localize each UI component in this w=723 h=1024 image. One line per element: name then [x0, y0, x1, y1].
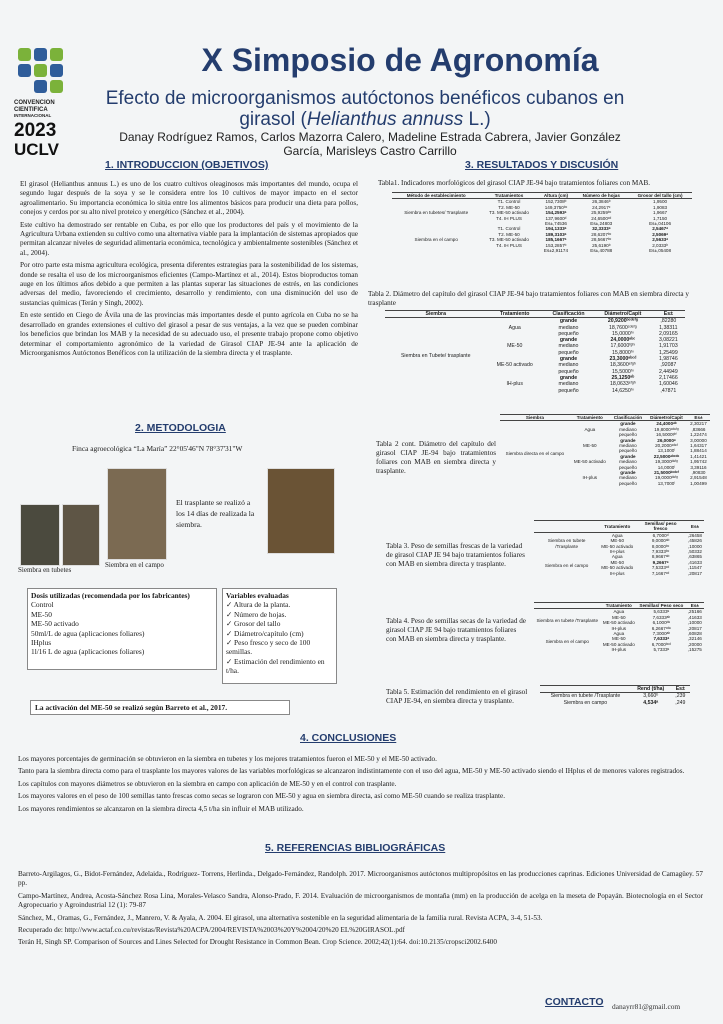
table-cell: 19,0000ᵈᵉᶠᵍ — [655, 475, 678, 481]
column-header: Clasificación — [543, 311, 594, 318]
table-cell: 7,9333ᵇᶜ — [651, 549, 670, 555]
group-label: Siembra en tubetes/ Trasplante — [404, 210, 469, 216]
group-label: Siembra en tubete /Trasplante — [536, 617, 599, 623]
column-header — [540, 686, 631, 693]
table-cell: 153,2857ᵇ — [545, 242, 567, 248]
table-cell: ,239 — [675, 693, 686, 700]
table-cell: ,20000 — [687, 641, 702, 647]
photo-trasplante — [267, 468, 335, 554]
column-header — [534, 521, 599, 533]
table-cell: Es±,40788 — [590, 248, 613, 254]
doses-box — [27, 588, 217, 670]
table-cell: 24,0000ᵃᵇᶜ — [610, 337, 636, 344]
table-cell: grande — [559, 356, 578, 363]
table-cell: T1. Control — [497, 226, 521, 232]
authors: Danay Rodríguez Ramos, Carlos Mazorra Calero, Madeline Estrada Cabrera, Javier González García, Marisleys Castro Carrillo — [119, 130, 621, 158]
table-cell: 6,7000ᵇᶜᵈ — [651, 641, 671, 647]
table-cell: 5,6333ᵉ — [653, 609, 670, 615]
intro-paragraph: El girasol (Helianthus annuus L.) es uno de los cuatro cultivos oleaginosos más importantes del mundo, ocupa el segundo lugar después de la soya y se le considera entre los 10 cultivos de mayor impacto en el sector agroalimentario. Su importancia económica lo sitúa entre los alimentos básicos para producir una dieta para pollos, conejos y cerdos por su alto nivel proteico y energético (Sánchez et al., 2004). — [20, 180, 358, 217]
table-cell: mediano — [558, 381, 579, 388]
table-cell: 1,38311 — [659, 324, 678, 331]
table-cell: 5,7333ᵉ — [653, 647, 670, 653]
column-header: Diámetro/Capit — [646, 415, 687, 421]
table-cell: 15,8000ʰⁱ — [612, 349, 634, 356]
table-cell: 28,6207ᵇᶜ — [591, 231, 612, 237]
table-cell: 16,5000ᵍʰⁱ — [656, 432, 677, 438]
table-cell: Agua — [611, 554, 623, 560]
table-cell: mediano — [619, 443, 637, 449]
table-cell: 2,0333ᵇ — [652, 242, 668, 248]
table-cell: grande — [620, 453, 636, 459]
table-cell: ME-50 — [610, 559, 624, 565]
table-cell: 15,5000ʰⁱ — [612, 368, 634, 375]
variables-box — [222, 588, 337, 684]
table-cell: 1,64317 — [690, 443, 707, 449]
table-cell: grande — [559, 374, 578, 381]
table-cell: 1,88414 — [690, 448, 707, 454]
table-cell: Agua — [613, 609, 625, 615]
conclusions-list — [18, 755, 703, 817]
table-cell: 26,3846ᵇ — [592, 199, 611, 205]
table-cell: ,41633 — [687, 559, 702, 565]
column-header: Siembra — [385, 311, 486, 318]
table-cell: 2,09165 — [658, 330, 678, 337]
group-label: Siembra en el campo — [414, 237, 458, 243]
table-header-row — [534, 521, 704, 533]
table-cell: T3. ME-50 activado — [489, 237, 529, 243]
table-cell: 7,1667ᶜᵈ — [651, 570, 670, 576]
activation-note: La activación del ME-50 se realizó según Barreto et al., 2017. — [30, 700, 290, 715]
table-cell: ,82280 — [660, 318, 677, 325]
table-cell: grande — [620, 437, 636, 443]
table3-grid — [534, 520, 704, 576]
table1 — [392, 192, 692, 253]
table-cell: 2,5467ᵃ — [652, 226, 668, 232]
table-cell: 1,9083 — [653, 204, 668, 210]
table-cell: IH-plus — [609, 570, 625, 576]
variable-item: ✓ Estimación del rendimiento en t/ha. — [226, 657, 333, 676]
dose-item: Control — [31, 600, 54, 610]
table-cell: 22,5000ᵃᵇᶜᵈᵉ — [653, 453, 680, 459]
variables-title: Variables evaluadas — [226, 591, 289, 600]
table-cell: ,10000 — [687, 620, 702, 626]
caption-campo: Siembra en el campo — [105, 561, 164, 569]
table2b — [500, 414, 710, 486]
reference-item: Campo-Martínez, Andrea, Acosta-Sánchez Rosa Lina, Morales-Velasco Sandra, Alonso-Prado, F. 2014. Evaluación de microorganismos de montaña (mm) en la producción de acelga en la meseta de Popayán. Biotecnología en el Sector Agropecuario y Agroindustrial 12 (1): 79-87 — [18, 891, 703, 910]
table-cell: 7,3000ᵃᵇ — [652, 631, 671, 637]
poster-subtitle: Efecto de microorganismos autóctonos benéficos cubanos en girasol (Helianthus annuss L.) — [105, 88, 625, 130]
reference-item: Sánchez, M., Oramas, G., Fernández, J., Manrero, V. & Ayala, A. 2004. El girasol, una alternativa sostenible en la seguridad alimentaria de la familia rural. Revista ACPA, 3-4, 51-53. — [18, 913, 543, 922]
table-cell: Es±,74536 — [545, 221, 567, 227]
table-cell: 1,98746 — [658, 356, 678, 363]
table-cell: 2,17466 — [658, 374, 678, 381]
table-cell: Agua — [611, 532, 623, 538]
table-cell: 24,4000ᵃᵇ — [656, 421, 677, 427]
table-cell: Es±2,91174 — [543, 248, 569, 254]
table-cell: 18,7600ᶜᵈᵉᶠᵍ — [609, 324, 637, 331]
column-header: Es± — [686, 521, 704, 533]
table-cell: pequeño — [558, 330, 579, 337]
treatment-label: ME-50 activado — [496, 362, 533, 369]
table-cell: ME-50 activado — [601, 565, 634, 571]
table-cell: ME-50 activado — [602, 620, 635, 626]
column-header: Tratamiento — [599, 521, 635, 533]
table-cell: 4,534ᵃ — [643, 699, 659, 706]
photo-campo — [107, 468, 167, 560]
reference-item: Barreto-Argilagos, G., Bidot-Fernández, Adelaida., Rodríguez- Torrens, Herlinda., Delgado-Fernández, Randolph. 2017. Microorganismos autóctonos multipropósitos en las producciones caprinas. Ediciones Universidad de Camagüey. 57 pp. — [18, 870, 703, 888]
column-header: Altura (cm) — [538, 193, 575, 199]
table-cell — [480, 248, 537, 253]
column-header: Es± — [686, 603, 704, 609]
table-cell: mediano — [558, 343, 579, 350]
intro-heading: 1. INTRODUCCION (OBJETIVOS) — [105, 159, 269, 171]
table-cell: ,41633 — [687, 614, 702, 620]
table-cell: T4. IH PLUS — [496, 242, 522, 248]
table-cell: pequeño — [558, 349, 579, 356]
table-cell: 1,9667 — [653, 210, 668, 216]
table-header-row — [385, 311, 685, 318]
logo-line3: INTERNACIONAL — [14, 113, 52, 118]
table-cell: Es±,24803 — [590, 221, 613, 227]
table-cell: 6,2667ᶜᵈᵉ — [651, 625, 671, 631]
treatment-label: IH-plus — [582, 475, 598, 481]
table-cell: mediano — [558, 324, 579, 331]
table-cell: 13,7000ⁱ — [657, 480, 676, 486]
table-cell: 154,2593ᵃ — [545, 210, 567, 216]
table2-caption: Tabla 2. Diámetro del capítulo del girasol CIAP JE-94 bajo tratamientos foliares con MAB en siembra directa y trasplante — [368, 290, 689, 307]
table2b-grid — [500, 414, 710, 486]
table-cell: ,249 — [675, 699, 686, 706]
table-cell: mediano — [619, 459, 637, 465]
column-header: Es± — [652, 311, 685, 318]
table-cell: 189,3103ᵃ — [545, 231, 567, 237]
table4-grid — [534, 602, 704, 653]
table-cell: 8,9667ᵃᵇ — [651, 554, 670, 560]
table-cell: ,11547 — [688, 565, 702, 571]
table1-caption: Tabla1. Indicadores morfológicos del girasol CIAP JE-94 bajo tratamientos foliares con MAB. — [378, 179, 651, 187]
method-heading: 2. METODOLOGIA — [135, 422, 226, 434]
table-cell: ,32146 — [687, 636, 702, 642]
table-cell: 26,0000ᵃ — [657, 437, 676, 443]
photo-tubetes — [20, 504, 60, 566]
location-text: Finca agroecológica “La María” 22°05'46"N 78°37'31"W — [72, 444, 243, 453]
table-cell: grande — [620, 421, 636, 427]
table-cell: 152,7308ᵇ — [545, 199, 567, 205]
column-header: Número de hojas — [574, 193, 628, 199]
table-cell: 18,3600ᵉᶠᵍʰ — [609, 362, 636, 369]
column-header: Diámetro/Capit — [594, 311, 652, 318]
table-cell: ME-50 activado — [601, 543, 634, 549]
column-header: Semillas/ Peso seco — [637, 603, 686, 609]
table-cell: 1,60046 — [658, 381, 678, 388]
column-header: Tratamiento — [601, 603, 637, 609]
column-header: Es± — [687, 415, 710, 421]
dose-item: ME-50 — [31, 609, 52, 619]
table-cell: 1,7150 — [653, 215, 668, 221]
logo-line2: CIENTIFICA — [14, 106, 48, 113]
conclusion-item: Los mayores rendimientos se alcanzaron en la siembra directa 4,5 t/ha sin influir el MAB utilizado. — [18, 804, 304, 813]
treatment-label: Agua — [508, 324, 521, 331]
intro-paragraph: Este cultivo ha demostrado ser rentable en Cuba, es por ello que los productores del país y el movimiento de la Agricultura Urbana extienden su cultivo como una alternativa viable para la implantación de sistemas apropiados que permitan alcanzar niveles de seguridad alimentaria económica, tecnológica y ambientalmente sostenibles (Sánchez et al., 2004). — [20, 220, 358, 257]
conclusion-item: Los mayores porcentajes de germinación se obtuvieron en la siembra en tubetes y los mejores tratamientos fueron el ME-50 y el ME-50 activado. — [18, 755, 437, 763]
table-cell: 9,0000ᵃᵇ — [651, 538, 670, 544]
table-cell: 7,6333ᵃ — [653, 636, 670, 642]
treatment-label: IH-plus — [506, 381, 523, 388]
table-cell: ,25166 — [687, 609, 702, 615]
table-cell: 25,6190ᵇ — [592, 242, 611, 248]
variable-item: ✓ Peso fresco y seco de 100 semillas. — [226, 638, 333, 657]
group-label: Siembra en el campo — [545, 639, 589, 645]
table-cell: 194,1333ᵃ — [545, 226, 567, 232]
references-list — [18, 870, 703, 951]
table2-grid — [385, 310, 685, 394]
table-cell: 1,91703 — [658, 343, 678, 350]
table-cell: ,20817 — [687, 625, 702, 631]
table-row — [540, 700, 690, 706]
table-cell: 21,5000ᵇᶜᵈᵉᶠ — [654, 470, 679, 476]
table4-caption: Tabla 4. Peso de semillas secas de la variedad de girasol CIAP JE 94 bajo tratamientos foliares con MAB en siembra directa y trasplante. — [386, 617, 527, 643]
variable-item: ✓ Diámetro/capítulo (cm) — [226, 629, 333, 638]
table-cell: Agua — [613, 631, 625, 637]
table-cell: ,45826 — [687, 538, 702, 544]
intro-text — [20, 180, 358, 361]
table-cell: ,47871 — [660, 387, 677, 394]
table-cell: 3,660ᵇ — [643, 693, 659, 700]
table-cell: IH-plus — [611, 625, 627, 631]
variable-item: ✓ Altura de la planta. — [226, 600, 333, 609]
table-cell: 3,39116 — [690, 464, 707, 470]
table-cell: 149,3750ᵇᶜ — [544, 204, 568, 210]
treatment-label: ME-50 — [583, 443, 597, 449]
table-cell: 18,0633ᵉᶠᵍʰ — [609, 381, 636, 388]
table-cell: mediano — [558, 362, 579, 369]
table-cell: 2,30217 — [690, 421, 707, 427]
references-heading: 5. REFERENCIAS BIBLIOGRÁFICAS — [265, 842, 446, 854]
table-cell: 6,7000ᵈ — [652, 532, 669, 538]
siembra-label: Siembra directa en el campo — [505, 451, 565, 457]
table-cell: ,50332 — [687, 549, 702, 555]
table-cell: 2,5069ᵃ — [652, 231, 668, 237]
table3-caption: Tabla 3. Peso de semillas frescas de la variedad de girasol CIAP JE 94 bajo tratamientos foliares con MAB en siembra directa y trasplante. — [386, 542, 525, 568]
table-cell: Siembra en campo — [563, 699, 608, 706]
logo-line1: CONVENCION — [14, 100, 55, 106]
table4 — [534, 602, 704, 653]
table-cell: T1. Control — [497, 199, 521, 205]
transplant-note: El trasplante se realizó a los 14 días de realizada la siembra. — [176, 498, 255, 529]
table-cell: 3,08221 — [658, 337, 678, 344]
results-heading: 3. RESULTADOS Y DISCUSIÓN — [465, 159, 619, 171]
caption-tubetes: Siembra en tubetes — [18, 566, 72, 574]
dose-item: 1l/16 L de agua (aplicaciones foliares) — [31, 647, 145, 657]
group-label: Siembra en tubete /Trasplante — [547, 538, 586, 549]
table-cell: 1,9500 — [653, 199, 668, 205]
table5-caption: Tabla 5. Estimación del rendimiento en el girasol CIAP JE-94, en siembra directa y trasplante. — [386, 688, 528, 705]
contact-email[interactable]: danayrr81@gmail.com — [612, 1002, 681, 1011]
doses-title: Dosis utilizadas (recomendada por los fabricantes) — [31, 591, 190, 600]
table-cell: grande — [559, 337, 578, 344]
conclusions-heading: 4. CONCLUSIONES — [300, 732, 397, 744]
table-cell: Es±,05408 — [649, 248, 672, 254]
table-cell: Siembra en tubete /Trasplante — [550, 693, 621, 700]
table-cell: ME-50 — [610, 538, 624, 544]
table-cell: ,20817 — [687, 570, 702, 576]
table-cell: 23,3000ᵃᵇᶜᵈ — [609, 356, 637, 363]
column-header: Grosor del tallo (cm) — [628, 193, 692, 199]
table-cell: 1,22474 — [690, 432, 707, 438]
column-header: Rend (t/ha) — [631, 686, 671, 693]
table-cell: mediano — [619, 426, 637, 432]
table-cell: 1,00499 — [690, 480, 707, 486]
table-cell: T2. ME-50 — [498, 204, 520, 210]
table-cell: 13,1000ⁱ — [657, 448, 676, 454]
group-label: Siembra en el campo — [544, 562, 589, 568]
intro-paragraph: En este sentido en Ciego de Ávila una de las provincias más importantes desde el punto agrícola en Cuba no se ha desarrollado en grandes extensiones el cultivo del girasol a pesar de sus ventajas, a la vez que se pueden combinar los beneficios que brindan los MAB y la necesidad de su adecuado uso, el presente trabajo propone como objetivo determinar el comportamiento agronómico de la variedad de Girasol CIAP JE-94 ante la aplicación de Microorganismos Autóctonos Benéficos con la utilización de la siembra directa y el trasplante. — [20, 311, 358, 357]
treatment-label: ME-50 — [507, 343, 523, 350]
table-cell: ME-50 — [612, 614, 626, 620]
table-cell: ,26458 — [687, 532, 702, 538]
table-cell: 185,1667ᵃ — [545, 237, 567, 243]
poster-title: X Simposio de Agronomía — [201, 42, 599, 78]
treatment-label: Agua — [584, 426, 596, 432]
table-cell: 9,2667ᵃ — [652, 559, 669, 565]
column-header: Tratamientos — [480, 193, 537, 199]
table-cell: pequeño — [618, 464, 637, 470]
table5-grid — [540, 685, 690, 706]
table-cell: Es±,04106 — [649, 221, 672, 227]
table-cell: 7,6333ᵃᵇ — [652, 614, 671, 620]
table-cell: 2,91548 — [690, 475, 707, 481]
table-cell: pequeño — [558, 387, 579, 394]
table-cell: 17,6000ᶠᵍʰⁱ — [610, 343, 636, 350]
contact-heading: CONTACTO — [545, 996, 604, 1008]
table-cell: ,83666 — [691, 426, 706, 432]
column-header: Tratamiento — [486, 311, 543, 318]
table-cell: ,92087 — [660, 362, 677, 369]
table-cell: 20,2000ᶜᵈᵉᶠ — [655, 443, 678, 449]
table-cell: 20,9200ᵇᶜᵈᵉᶠᵍ — [607, 318, 638, 325]
table-cell: ,60828 — [687, 631, 702, 637]
table-cell: 6,1000ᵈᵉ — [652, 620, 671, 626]
table2b-caption: Tabla 2 cont. Diámetro del capítulo del girasol CIAP JE-94 bajo tratamientos foliares con MAB en siembra directa y trasplante. — [376, 440, 496, 475]
table-cell: 137,9600ᵈ — [545, 215, 567, 221]
table-cell: mediano — [619, 475, 637, 481]
intro-paragraph: Por otro parte esta misma agricultura ecológica, presenta diferentes estrategias para la sostenibilidad de los sistemas, donde se resalta el uso de los microorganismos eficientes (Campo-Martínez et al., 2014). Estos bioproductos toman auge en los últimos años debido a que permiten a las plantas superar las situaciones de estrés, en las condiciones adversas del medio, favoreciendo el crecimiento, desarrollo y rendimiento, con una disminución del uso de sustancias químicas (Terán y Singh, 2002). — [20, 261, 358, 307]
table-cell: 15,0000ʰⁱ — [612, 330, 634, 337]
table-cell: T4. IH PLUS — [496, 215, 522, 221]
table-cell: 19,8000ᶜᵈᵉᶠᵍ — [654, 426, 679, 432]
table-cell: ,10000 — [687, 543, 702, 549]
table-cell: IH-plus — [611, 647, 627, 653]
table-cell: 2,44949 — [658, 368, 678, 375]
conclusion-item: Los capítulos con mayores diámetros se obtuvieron en la siembra en campo con aplicación de ME-50 y en el control con trasplante. — [18, 779, 397, 788]
column-header: Método de establecimiento — [392, 193, 480, 199]
table5 — [540, 685, 690, 706]
treatment-label: ME-50 activado — [573, 459, 606, 465]
logo-year: 2023 — [14, 120, 57, 141]
table-cell: 28,5667ᵇᶜ — [591, 237, 612, 243]
conclusion-item: Los mayores valores en el peso de 100 semillas tanto frescas como secas se lograron con ME-50 y agua en siembra directa, así como ME-50 cuando se realiza trasplante. — [18, 792, 505, 801]
table-cell: 19,3000ᵈᵉᶠᵍ — [655, 459, 678, 465]
column-header: Semillas/ peso fresco — [635, 521, 686, 533]
table-cell: ,63865 — [687, 554, 702, 560]
table-cell: pequeño — [618, 432, 637, 438]
table-cell: IH-plus — [609, 549, 625, 555]
logo — [14, 46, 94, 161]
table-cell: 1,41421 — [690, 453, 707, 459]
table-cell: grande — [559, 318, 578, 325]
column-header: Tratamiento — [570, 415, 610, 421]
table-cell: ME-50 activado — [602, 641, 635, 647]
table-cell: pequeño — [618, 480, 637, 486]
reference-item: Terán H, Singh SP. Comparison of Sources and Lines Selected for Drought Resistance in Common Bean. Crop Science. 2002;42(1):64. doi:10.2135/cropsci2002.6400 — [18, 938, 497, 947]
table3 — [534, 520, 704, 576]
table-cell: 25,9259ᵇᶜ — [591, 210, 612, 216]
column-header: Es± — [671, 686, 690, 693]
table-cell: 2,5633ᵃ — [652, 237, 668, 243]
reference-item[interactable]: Recuperado de: http://www.actaf.co.cu/revistas/Revista%20ACPA/2004/REVISTA%2003%20Y%2004/20%20 EL%20GIRASOL.pdf — [18, 926, 405, 935]
table-header-row — [540, 686, 690, 693]
table-cell: 32,3333ᵃ — [592, 226, 611, 232]
table-cell: T2. ME-50 — [498, 231, 520, 237]
dose-item: 50ml/L de agua (aplicaciones foliares) — [31, 628, 145, 638]
table2 — [385, 310, 685, 394]
variable-item: ✓ Grosor del tallo — [226, 619, 333, 628]
dose-item: ME-50 activado — [31, 619, 79, 629]
logo-org: UCLV — [14, 140, 60, 159]
table-cell: 24,2917ᶜ — [592, 204, 611, 210]
table-cell: 8,0000ᵇᶜ — [651, 543, 670, 549]
table-cell: ,90830 — [691, 470, 706, 476]
table-cell: grande — [620, 470, 636, 476]
table-cell: 24,6500ᶜᵈ — [591, 215, 612, 221]
column-header: Siembra — [500, 415, 570, 421]
variable-item: ✓ Número de hojas. — [226, 610, 333, 619]
table-cell: 14,0000ⁱ — [657, 464, 676, 470]
table-row — [540, 693, 690, 700]
table-cell: 1,95742 — [690, 459, 707, 465]
photo-tubetes-2 — [62, 504, 100, 566]
table-cell: 7,5333ᶜᵈ — [651, 565, 670, 571]
table1-grid — [392, 192, 692, 253]
table-cell: 3,00000 — [690, 437, 707, 443]
table-cell: 14,6250ʰⁱ — [612, 387, 634, 394]
dose-item: IHplus — [31, 638, 52, 648]
table-row — [385, 318, 685, 325]
table-cell: pequeño — [558, 368, 579, 375]
column-header: Clasificación — [610, 415, 646, 421]
table-cell: 25,1250ᵃᵇ — [611, 374, 635, 381]
table-cell: pequeño — [618, 448, 637, 454]
conclusion-item: Tanto para la siembra directa como para el trasplante los mayores valores de las variables morfológicas se alcanzaron indistintamente con el uso del agua, ME-50 y ME-50 activado siendo el IHplus el de menores valores registrados. — [18, 767, 685, 776]
table-cell: ME-50 — [612, 636, 626, 642]
siembra-label: Siembra en Tubete/ trasplante — [400, 352, 471, 359]
table-cell: 1,25499 — [658, 349, 678, 356]
table-cell: T3. ME-50 activado — [489, 210, 529, 216]
table-cell: ,15275 — [687, 647, 702, 653]
